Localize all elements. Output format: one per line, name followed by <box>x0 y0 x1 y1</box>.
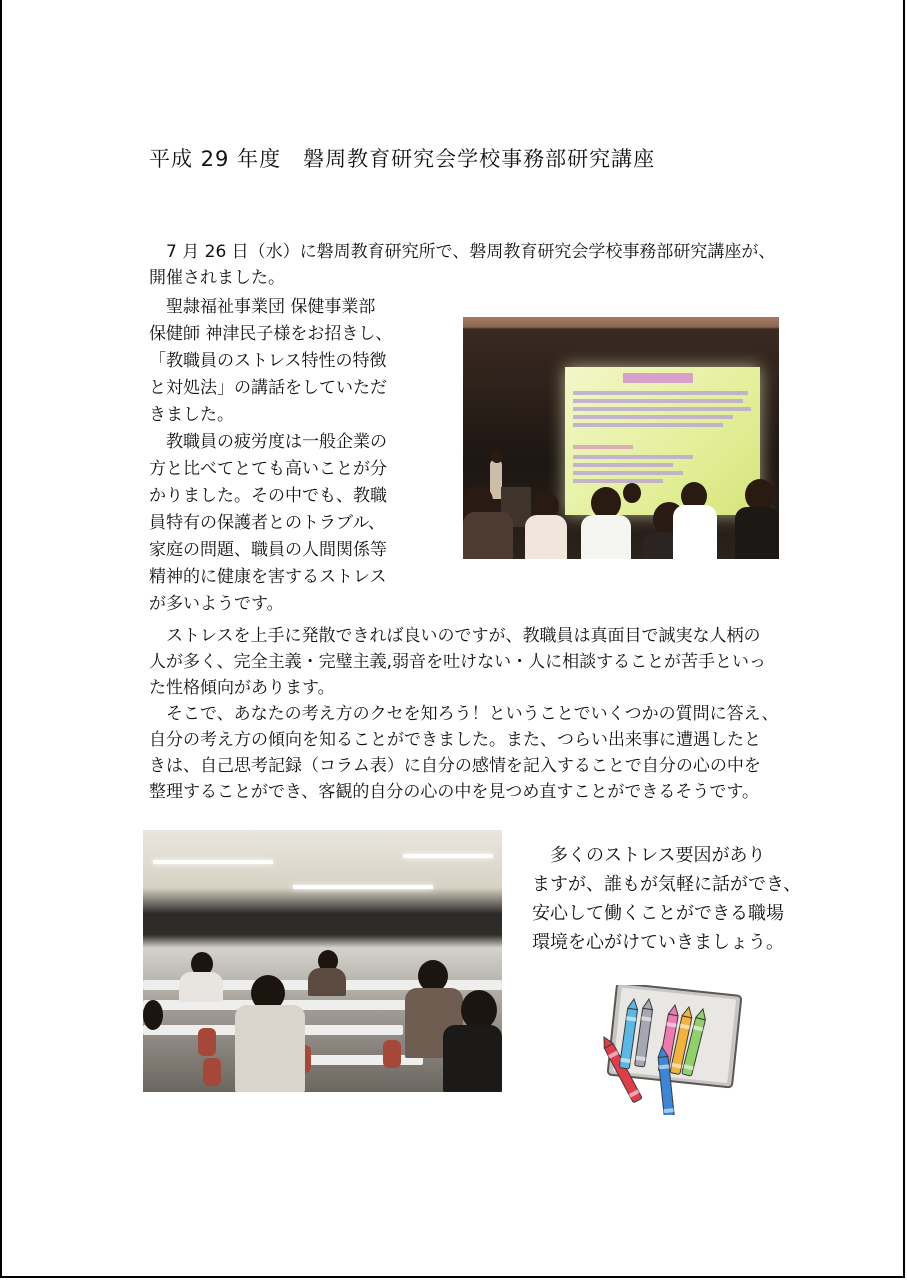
text-line: きました。 <box>149 405 234 425</box>
text-line: 保健師 神津民子様をお招きし、 <box>149 324 393 344</box>
text-line: ますが、誰もが気軽に話ができ、 <box>532 874 802 895</box>
text-line: た性格傾向があります。 <box>149 678 335 698</box>
text-line: 教職員の疲労度は一般企業の <box>149 432 387 452</box>
body-paragraphs <box>149 623 779 805</box>
text-line: ストレスを上手に発散できれば良いのですが、教職員は真面目で誠実な人柄の <box>149 626 761 646</box>
text-line: 人が多く、完全主義・完璧主義,弱音を吐けない・人に相談することが苦手といっ <box>149 652 767 672</box>
seminar-room-photo <box>143 830 502 1092</box>
text-line: 自分の考え方の傾向を知ることができました。また、つらい出来事に遭遇したと <box>149 730 761 750</box>
intro-paragraph <box>149 239 775 291</box>
text-line: 安心して働くことができる職場 <box>532 903 784 924</box>
text-line: 多くのストレス要因があり <box>532 845 766 866</box>
text-line: 「教職員のストレス特性の特徴 <box>149 351 387 371</box>
text-line: 開催されました。 <box>149 268 285 288</box>
crayons-illustration <box>592 985 742 1115</box>
lecture-photo <box>463 317 779 559</box>
text-line: かりました。その中でも、教職 <box>149 486 387 506</box>
text-line: 整理することができ、客観的自分の心の中を見つめ直すことができるそうです。 <box>149 782 759 802</box>
text-line: 家庭の問題、職員の人間関係等 <box>149 540 387 560</box>
page-title: 平成 29 年度 磐周教育研究会学校事務部研究講座 <box>149 147 656 171</box>
text-line: と対処法」の講話をしていただ <box>149 378 387 398</box>
text-line: 方と比べてとても高いことが分 <box>149 459 387 479</box>
text-line: 環境を心がけていきましょう。 <box>532 932 784 953</box>
text-line: 員特有の保護者とのトラブル、 <box>149 513 385 533</box>
text-line: 精神的に健康を害するストレス <box>149 567 387 587</box>
closing-text <box>532 841 801 957</box>
left-column-text <box>149 294 392 618</box>
text-line: 聖隷福祉事業団 保健事業部 <box>149 297 376 317</box>
text-line: が多いようです。 <box>149 594 284 614</box>
text-line: 7 月 26 日（水）に磐周教育研究所で、磐周教育研究会学校事務部研究講座が、 <box>149 242 776 262</box>
text-line: きは、自己思考記録（コラム表）に自分の感情を記入することで自分の心の中を <box>149 756 761 776</box>
text-line: そこで、あなたの考え方のクセを知ろう！ということでいくつかの質問に答え、 <box>149 704 779 724</box>
